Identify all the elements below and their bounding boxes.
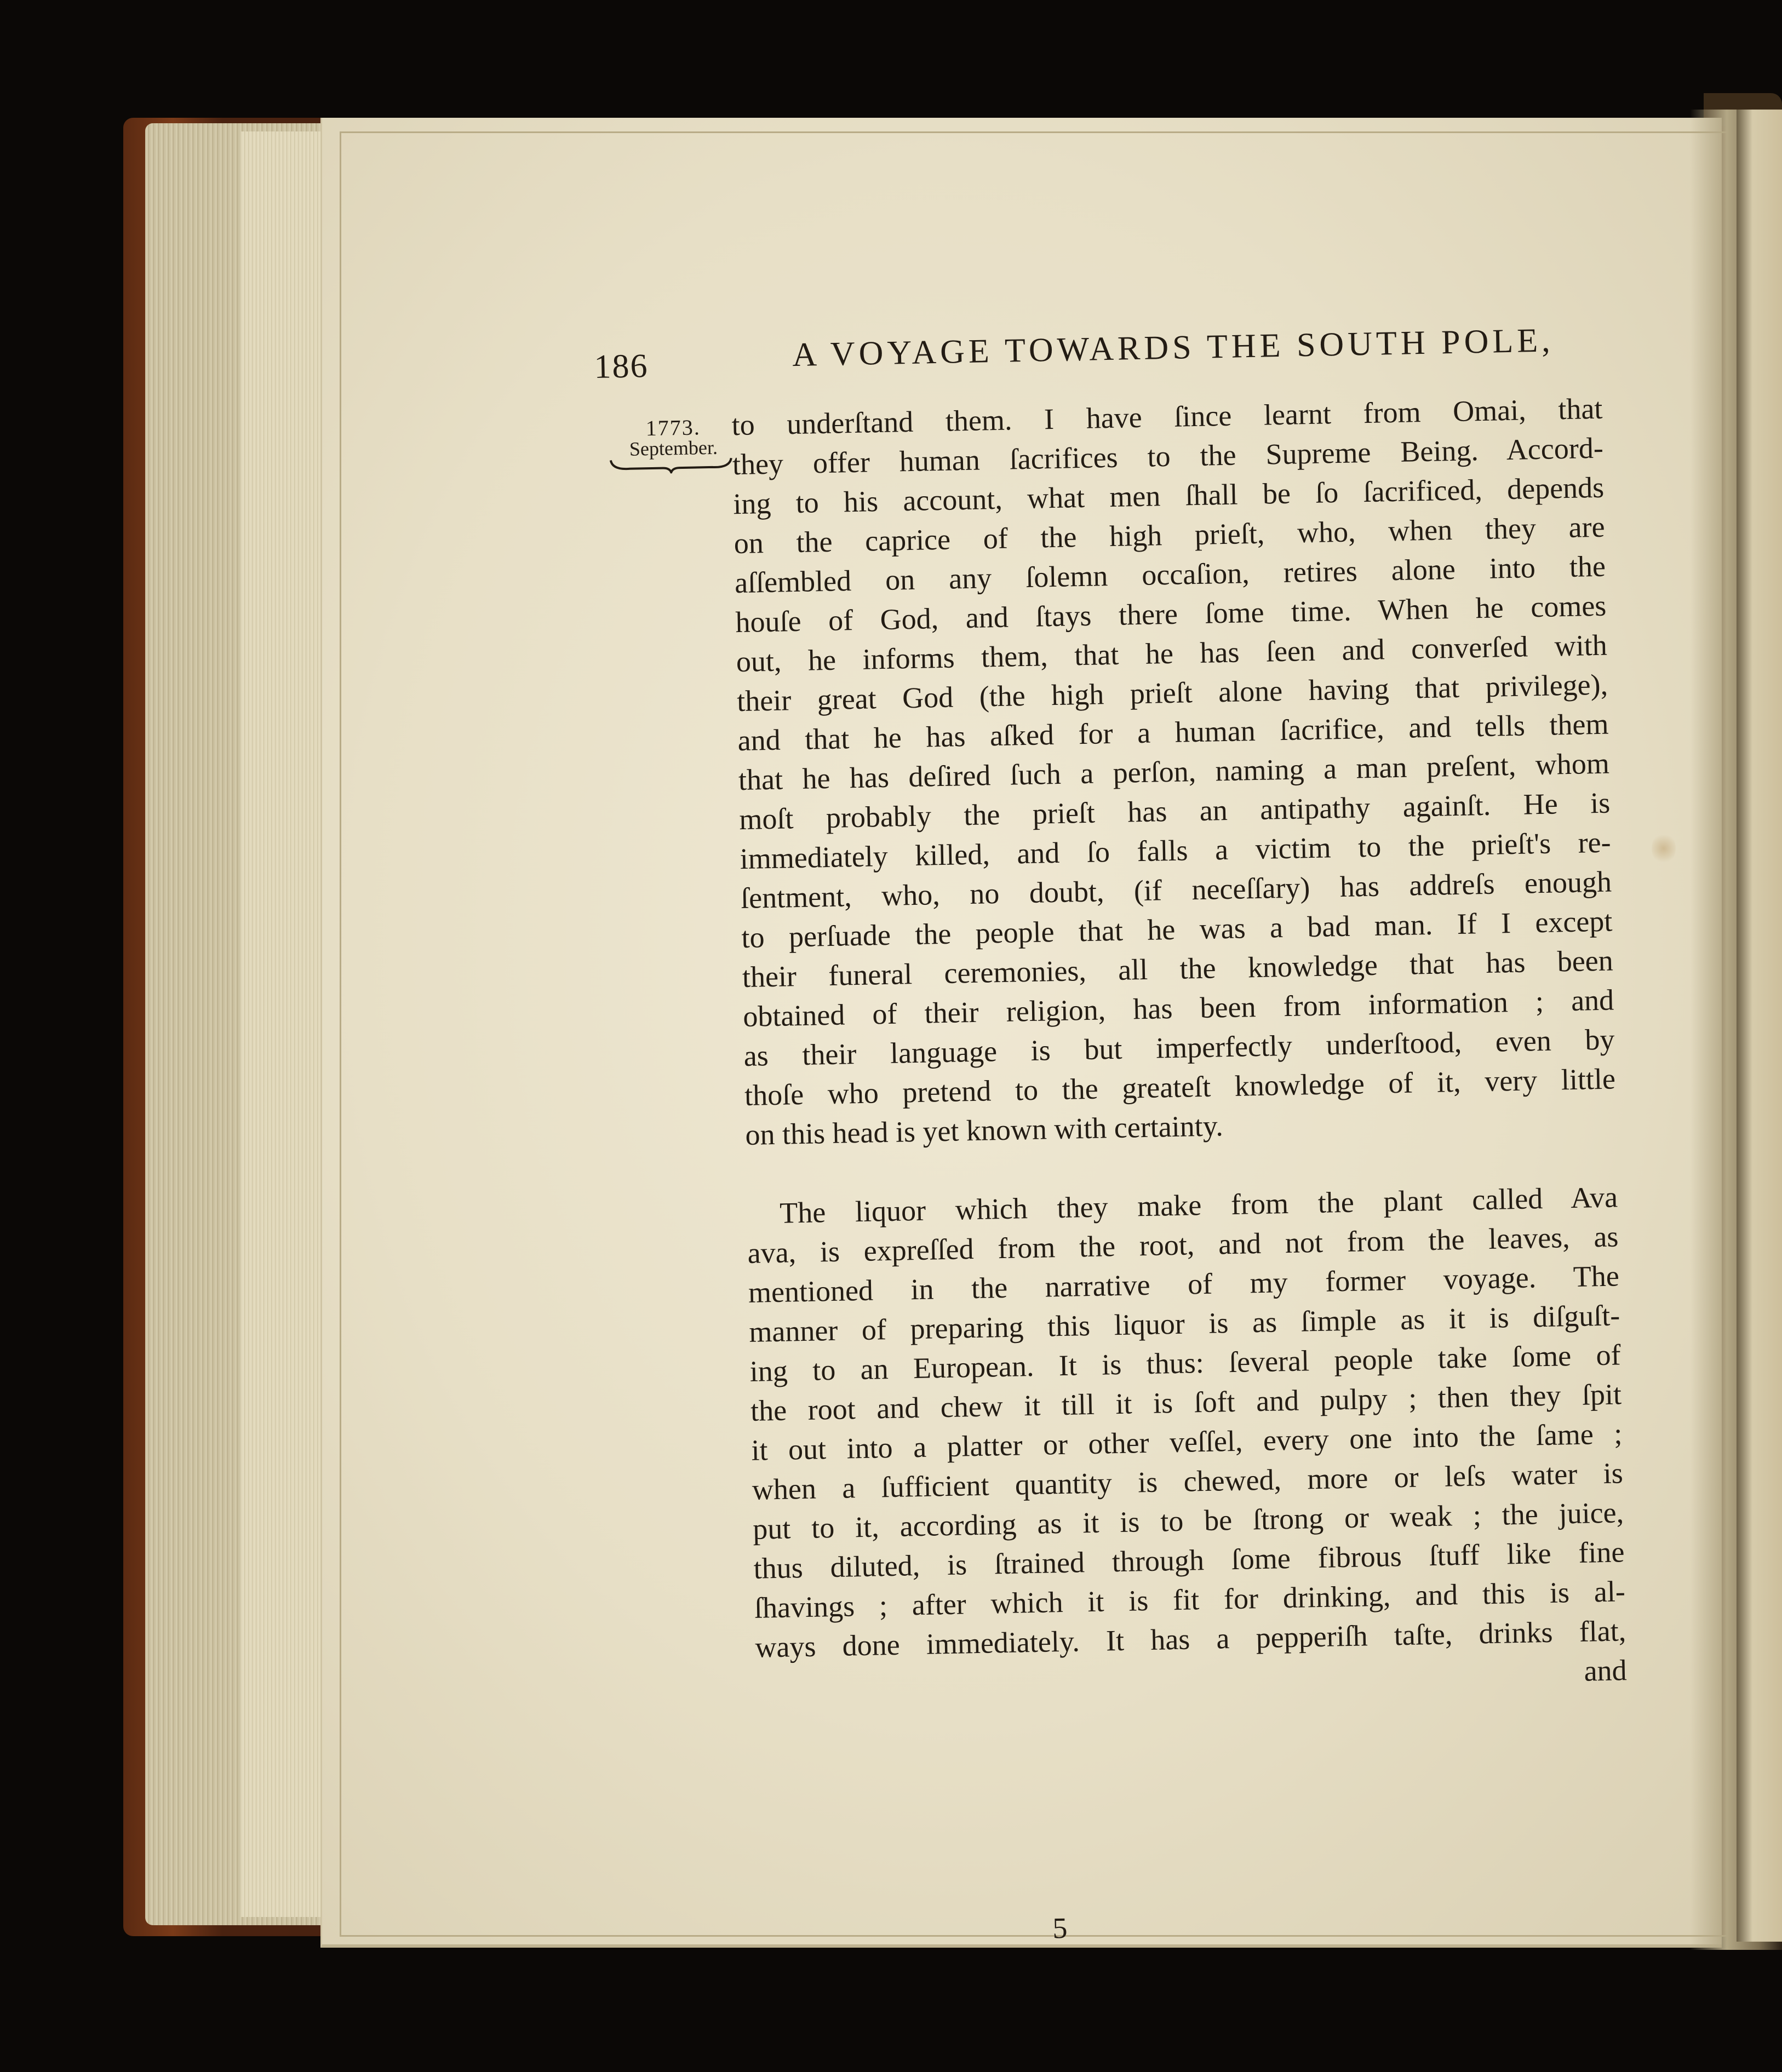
paragraph-2: [747, 1177, 1626, 1667]
text-line: immediately killed, and ſo falls a victim to the prieſt's re-: [740, 825, 1612, 876]
text-line: houſe of God, and ſtays there ſome time. When he comes: [735, 589, 1607, 639]
text-line: mentioned in the narrative of my former voyage. The: [748, 1259, 1620, 1309]
foxing-spot: [1652, 833, 1676, 864]
text-line: on this head is yet known with certainty.: [744, 1109, 1224, 1151]
text-line: ſentment, who, no doubt, (if neceſſary) has addreſs enough: [740, 865, 1612, 915]
text-line: that he has deſired ſuch a perſon, naming a man preſent, whom: [738, 747, 1610, 797]
text-line: to perſuade the people that he was a bad man. If I except: [741, 904, 1613, 955]
text-line: they offer human ſacrifices to the Supreme Being. Accord-: [732, 431, 1604, 481]
running-head: A VOYAGE TOWARDS THE SOUTH POLE,: [792, 322, 1555, 374]
catchword: and: [1584, 1654, 1628, 1688]
text-line: ing to an European. It is thus: ſeveral people take ſome of: [749, 1338, 1621, 1388]
text-line: the root and chew it till it is ſoft and pulpy ; then they ſpit: [750, 1377, 1622, 1427]
page-number: 186: [593, 347, 649, 386]
text-line: their funeral ceremonies, all the knowledge that has been: [742, 944, 1614, 994]
text-line: to underſtand them. I have ſince learnt from Omai, that: [731, 392, 1603, 442]
text-line: on the caprice of the high prieſt, who, when they are: [734, 510, 1606, 560]
text-line: thus diluted, is ſtrained through ſome fibrous ſtuff like fine: [753, 1535, 1625, 1585]
body-text: [731, 389, 1627, 1707]
text-line: as their language is but imperfectly underſtood, even by: [743, 1023, 1615, 1073]
signature-mark: 5: [1052, 1911, 1068, 1945]
text-line: obtained of their religion, has been from information ; and: [742, 983, 1614, 1034]
text-line: thoſe who pretend to the greateſt knowledge of it, very little: [744, 1062, 1616, 1112]
text-line: when a ſufficient quantity is chewed, more or leſs water is: [752, 1456, 1624, 1506]
text-line: The liquor which they make from the plant called Ava: [779, 1180, 1618, 1230]
paragraph-1: [731, 389, 1617, 1155]
text-line: moſt probably the prieſt has an antipathy againſt. He is: [738, 786, 1611, 836]
text-line: it out into a platter or other veſſel, every one into the ſame ;: [750, 1417, 1623, 1467]
text-line: their great God (the high prieſt alone having that privilege),: [736, 668, 1608, 718]
text-line: and that he has aſked for a human ſacrifice, and tells them: [737, 707, 1609, 757]
margin-month: September.: [629, 436, 718, 460]
text-line: ava, is expreſſed from the root, and not from the leaves, as: [747, 1220, 1619, 1270]
margin-year: 1773.: [645, 415, 701, 441]
next-page-strip: [1737, 110, 1782, 1942]
margin-brace: [608, 456, 735, 474]
text-line: out, he informs them, that he has ſeen and converſed with: [736, 628, 1608, 679]
text-line: ſhavings ; after which it is fit for drinking, and this is al-: [754, 1575, 1626, 1625]
text-line: aſſembled on any ſolemn occaſion, retires alone into the: [734, 549, 1606, 600]
text-line: ing to his account, what men ſhall be ſo ſacrificed, depends: [732, 470, 1605, 521]
text-line: manner of preparing this liquor is as ſimple as it is diſguſt-: [748, 1299, 1620, 1348]
text-line: ways done immediately. It has a pepperiſh taſte, drinks flat,: [754, 1614, 1626, 1664]
text-line: put to it, according as it is to be ſtrong or weak ; the juice,: [752, 1496, 1624, 1546]
